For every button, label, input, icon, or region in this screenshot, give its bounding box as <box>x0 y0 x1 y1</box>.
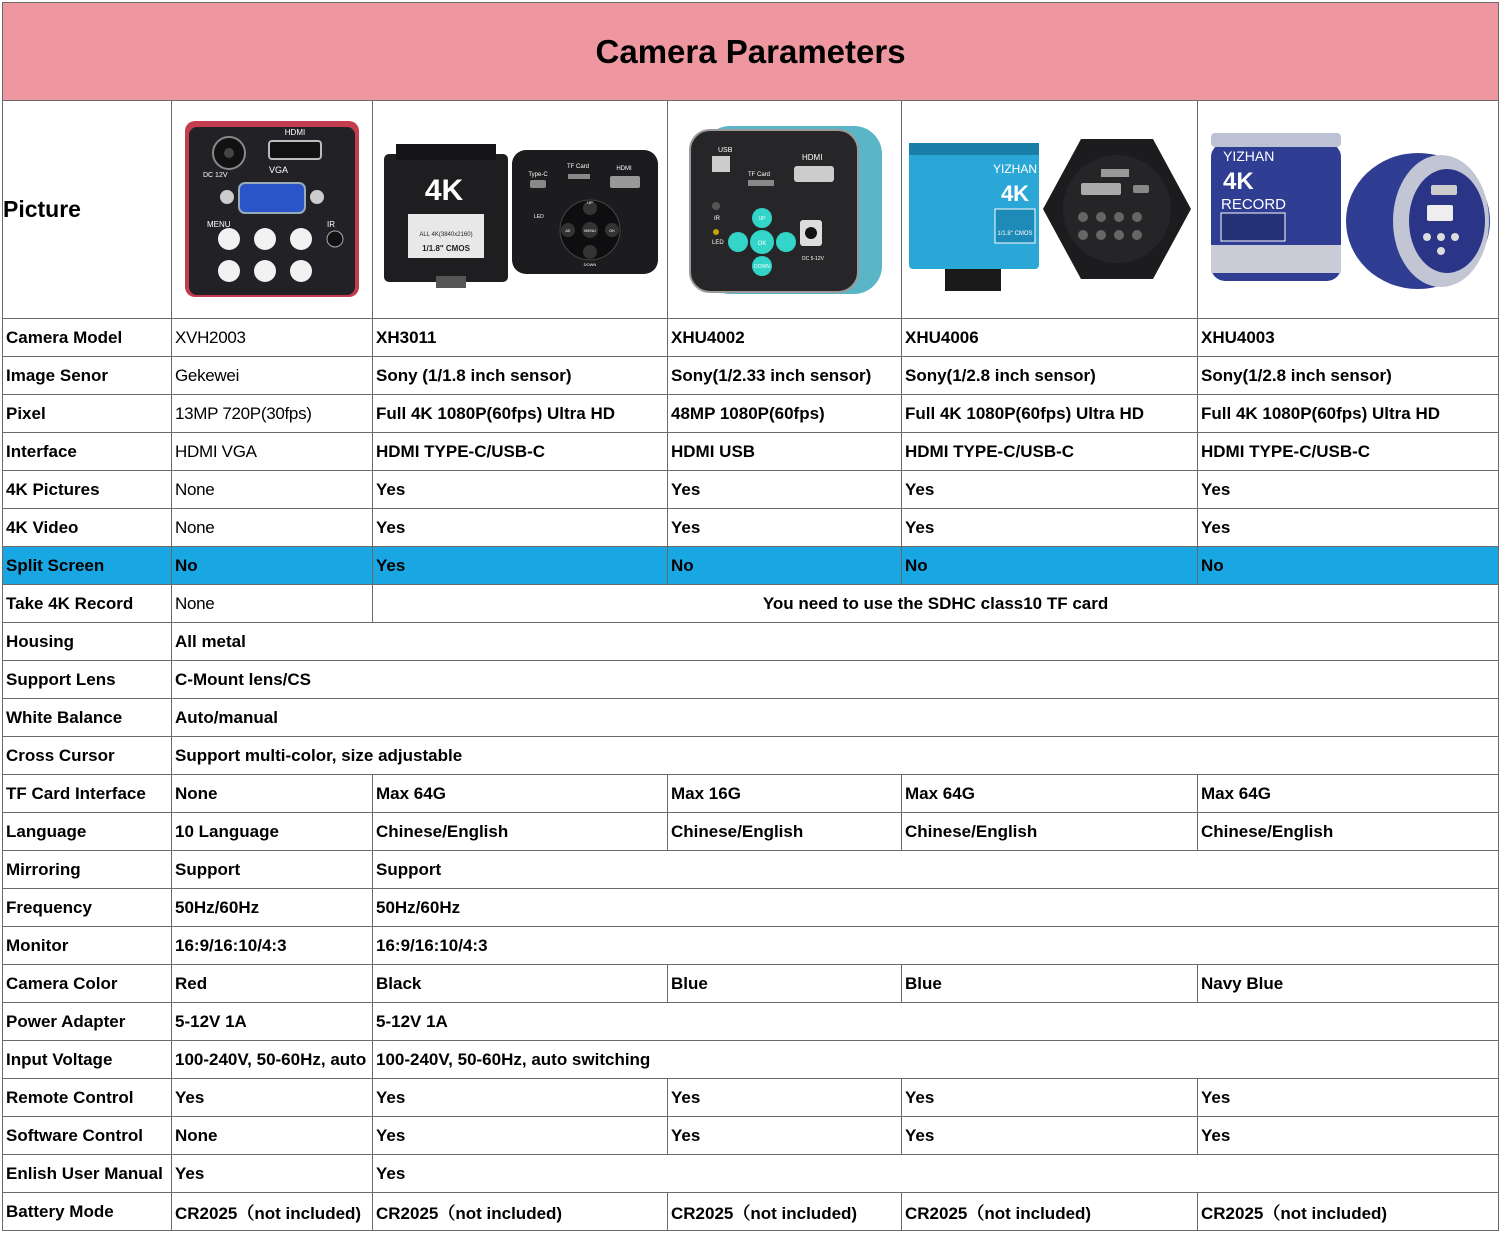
printed-brand: YIZHAN <box>992 161 1037 176</box>
cell-camera-model-2: XH3011 <box>373 319 668 357</box>
row-label-camera-color: Camera Color <box>3 965 172 1003</box>
cell-4k-pictures-1: None <box>172 471 373 509</box>
row-label-white-balance: White Balance <box>3 699 172 737</box>
cell-frequency-1: 50Hz/60Hz <box>172 889 373 927</box>
cell-interface-1: HDMI VGA <box>172 433 373 471</box>
cell-language-5: Chinese/English <box>1198 813 1499 851</box>
table-row <box>3 737 1499 775</box>
table-row <box>3 1155 1499 1193</box>
cell-remote-control-2: Yes <box>373 1079 668 1117</box>
printed-p3: HDMI <box>615 165 632 172</box>
picture-cell-xhu4003 <box>1198 101 1499 319</box>
row-label-remote-control: Remote Control <box>3 1079 172 1117</box>
cell-image-senor-1: Gekewei <box>172 357 373 395</box>
cell-take-4k-record-1: None <box>172 585 373 623</box>
table-row <box>3 471 1499 509</box>
camera-image-xhu4002 <box>682 120 887 300</box>
cell-split-screen-5: No <box>1198 547 1499 585</box>
cell-4k-pictures-2: Yes <box>373 471 668 509</box>
cell-housing-1: All metal <box>172 623 1499 661</box>
cell-camera-color-1: Red <box>172 965 373 1003</box>
cell-power-adapter-2: 5-12V 1A <box>373 1003 1499 1041</box>
cell-4k-pictures-5: Yes <box>1198 471 1499 509</box>
cell-image-senor-5: Sony(1/2.8 inch sensor) <box>1198 357 1499 395</box>
cell-interface-2: HDMI TYPE-C/USB-C <box>373 433 668 471</box>
cell-split-screen-2: Yes <box>373 547 668 585</box>
row-label-power-adapter: Power Adapter <box>3 1003 172 1041</box>
cell-4k-pictures-4: Yes <box>902 471 1198 509</box>
table-row <box>3 1193 1499 1231</box>
printed-b3: MENU <box>583 227 596 233</box>
table-title: Camera Parameters <box>3 3 1499 101</box>
picture-row <box>3 101 1499 319</box>
cell-remote-control-4: Yes <box>902 1079 1198 1117</box>
printed-up: UP <box>758 215 766 222</box>
cell-image-senor-2: Sony (1/1.8 inch sensor) <box>373 357 668 395</box>
printed-ir: IR <box>327 219 335 229</box>
printed-ir: IR <box>714 215 720 222</box>
cell-frequency-2: 50Hz/60Hz <box>373 889 1499 927</box>
camera-image-xhu4003 <box>1203 125 1493 295</box>
row-label-4k-pictures: 4K Pictures <box>3 471 172 509</box>
cell-camera-color-2: Black <box>373 965 668 1003</box>
cell-camera-color-3: Blue <box>668 965 902 1003</box>
cell-tf-card-interface-4: Max 64G <box>902 775 1198 813</box>
cell-camera-model-5: XHU4003 <box>1198 319 1499 357</box>
cell-software-control-5: Yes <box>1198 1117 1499 1155</box>
cell-image-senor-4: Sony(1/2.8 inch sensor) <box>902 357 1198 395</box>
printed-record: RECORD <box>1221 195 1287 213</box>
cell-monitor-2: 16:9/16:10/4:3 <box>373 927 1499 965</box>
cell-split-screen-1: No <box>172 547 373 585</box>
picture-cell-xh3011 <box>373 101 668 319</box>
row-label-input-voltage: Input Voltage <box>3 1041 172 1079</box>
cell-camera-color-4: Blue <box>902 965 1198 1003</box>
printed-dc: DC 5-12V <box>802 255 824 262</box>
cell-language-4: Chinese/English <box>902 813 1198 851</box>
cell-language-2: Chinese/English <box>373 813 668 851</box>
printed-down: DOWN <box>754 263 770 270</box>
printed-brand: YIZHAN <box>1223 147 1275 164</box>
table-row <box>3 1003 1499 1041</box>
printed-sensor: 1/1.8" CMOS <box>996 230 1033 237</box>
cell-mirroring-2: Support <box>373 851 1499 889</box>
cell-camera-model-4: XHU4006 <box>902 319 1198 357</box>
row-label-image-senor: Image Senor <box>3 357 172 395</box>
cell-pixel-1: 13MP 720P(30fps) <box>172 395 373 433</box>
printed-port2: VGA <box>269 164 289 175</box>
table-row <box>3 357 1499 395</box>
row-label-monitor: Monitor <box>3 927 172 965</box>
table-row <box>3 1117 1499 1155</box>
table-row <box>3 661 1499 699</box>
row-label-tf-card-interface: TF Card Interface <box>3 775 172 813</box>
cell-take-4k-record-2: You need to use the SDHC class10 TF card <box>373 585 1499 623</box>
cell-4k-video-5: Yes <box>1198 509 1499 547</box>
cell-pixel-5: Full 4K 1080P(60fps) Ultra HD <box>1198 395 1499 433</box>
cell-camera-model-1: XVH2003 <box>172 319 373 357</box>
cell-support-lens-1: C-Mount lens/CS <box>172 661 1499 699</box>
row-label-battery-mode: Battery Mode <box>3 1193 172 1231</box>
cell-software-control-1: None <box>172 1117 373 1155</box>
table-row <box>3 699 1499 737</box>
table-row <box>3 623 1499 661</box>
cell-power-adapter-1: 5-12V 1A <box>172 1003 373 1041</box>
picture-label: Picture <box>3 101 172 319</box>
printed-badge: 4K <box>424 173 463 207</box>
camera-image-xh3011 <box>378 130 663 290</box>
printed-line1: ALL 4K(3840x2160) <box>418 231 473 238</box>
cell-battery-mode-3: CR2025（not included) <box>668 1193 902 1231</box>
cell-interface-4: HDMI TYPE-C/USB-C <box>902 433 1198 471</box>
table-row <box>3 319 1499 357</box>
cell-battery-mode-5: CR2025（not included) <box>1198 1193 1499 1231</box>
spec-sheet <box>2 2 1498 1231</box>
table-row <box>3 965 1499 1003</box>
row-label-language: Language <box>3 813 172 851</box>
row-label-mirroring: Mirroring <box>3 851 172 889</box>
printed-p3: HDMI <box>802 152 823 162</box>
cell-cross-cursor-1: Support multi-color, size adjustable <box>172 737 1499 775</box>
row-label-support-lens: Support Lens <box>3 661 172 699</box>
cell-tf-card-interface-3: Max 16G <box>668 775 902 813</box>
cell-enlish-user-manual-2: Yes <box>373 1155 1499 1193</box>
cell-4k-video-1: None <box>172 509 373 547</box>
camera-image-xvh2003 <box>177 115 367 305</box>
cell-battery-mode-1: CR2025（not included) <box>172 1193 373 1231</box>
picture-cell-xhu4002 <box>668 101 902 319</box>
camera-parameters-table <box>2 2 1499 1231</box>
cell-battery-mode-4: CR2025（not included) <box>902 1193 1198 1231</box>
cell-camera-model-3: XHU4002 <box>668 319 902 357</box>
table-row <box>3 395 1499 433</box>
table-row <box>3 433 1499 471</box>
row-label-4k-video: 4K Video <box>3 509 172 547</box>
cell-split-screen-4: No <box>902 547 1198 585</box>
cell-pixel-2: Full 4K 1080P(60fps) Ultra HD <box>373 395 668 433</box>
cell-pixel-3: 48MP 1080P(60fps) <box>668 395 902 433</box>
cell-tf-card-interface-1: None <box>172 775 373 813</box>
cell-software-control-3: Yes <box>668 1117 902 1155</box>
row-label-interface: Interface <box>3 433 172 471</box>
cell-enlish-user-manual-1: Yes <box>172 1155 373 1193</box>
printed-p1: Type-C <box>527 171 548 178</box>
row-label-take-4k-record: Take 4K Record <box>3 585 172 623</box>
printed-led: LED <box>533 213 544 220</box>
printed-led: LED <box>712 239 724 246</box>
printed-port1: HDMI <box>284 127 306 137</box>
printed-ok: OK <box>757 240 767 247</box>
cell-split-screen-3: No <box>668 547 902 585</box>
printed-b5: DOWN <box>583 261 596 267</box>
cell-pixel-4: Full 4K 1080P(60fps) Ultra HD <box>902 395 1198 433</box>
cell-battery-mode-2: CR2025（not included) <box>373 1193 668 1231</box>
row-label-enlish-user-manual: Enlish User Manual <box>3 1155 172 1193</box>
cell-interface-3: HDMI USB <box>668 433 902 471</box>
table-row <box>3 1079 1499 1117</box>
camera-image-xhu4006 <box>905 125 1195 295</box>
printed-line2: 1/1.8" CMOS <box>421 243 470 253</box>
printed-p2: TF Card <box>566 163 589 170</box>
printed-badge: 4K <box>1223 167 1254 195</box>
row-label-frequency: Frequency <box>3 889 172 927</box>
cell-image-senor-3: Sony(1/2.33 inch sensor) <box>668 357 902 395</box>
table-row <box>3 1041 1499 1079</box>
printed-b2: AE <box>564 227 571 233</box>
row-label-split-screen: Split Screen <box>3 547 172 585</box>
table-row <box>3 813 1499 851</box>
cell-camera-color-5: Navy Blue <box>1198 965 1499 1003</box>
cell-software-control-2: Yes <box>373 1117 668 1155</box>
cell-software-control-4: Yes <box>902 1117 1198 1155</box>
printed-b4: OK <box>608 227 615 233</box>
cell-input-voltage-1: 100-240V, 50-60Hz, auto <box>172 1041 373 1079</box>
cell-input-voltage-2: 100-240V, 50-60Hz, auto switching <box>373 1041 1499 1079</box>
table-row <box>3 889 1499 927</box>
printed-p2: TF Card <box>748 171 771 178</box>
cell-remote-control-5: Yes <box>1198 1079 1499 1117</box>
cell-4k-video-4: Yes <box>902 509 1198 547</box>
picture-cell-xvh2003 <box>172 101 373 319</box>
table-row <box>3 775 1499 813</box>
printed-b1: UP <box>586 199 593 205</box>
cell-remote-control-3: Yes <box>668 1079 902 1117</box>
printed-p1: USB <box>718 146 733 154</box>
cell-language-3: Chinese/English <box>668 813 902 851</box>
cell-language-1: 10 Language <box>172 813 373 851</box>
printed-menu: MENU <box>207 219 231 229</box>
cell-4k-video-2: Yes <box>373 509 668 547</box>
printed-badge: 4K <box>1000 180 1029 206</box>
table-row <box>3 927 1499 965</box>
picture-cell-xhu4006 <box>902 101 1198 319</box>
cell-4k-video-3: Yes <box>668 509 902 547</box>
row-label-housing: Housing <box>3 623 172 661</box>
table-row <box>3 851 1499 889</box>
cell-interface-5: HDMI TYPE-C/USB-C <box>1198 433 1499 471</box>
table-row <box>3 509 1499 547</box>
row-label-pixel: Pixel <box>3 395 172 433</box>
cell-remote-control-1: Yes <box>172 1079 373 1117</box>
row-label-camera-model: Camera Model <box>3 319 172 357</box>
table-row <box>3 585 1499 623</box>
cell-mirroring-1: Support <box>172 851 373 889</box>
cell-white-balance-1: Auto/manual <box>172 699 1499 737</box>
cell-monitor-1: 16:9/16:10/4:3 <box>172 927 373 965</box>
cell-4k-pictures-3: Yes <box>668 471 902 509</box>
cell-tf-card-interface-5: Max 64G <box>1198 775 1499 813</box>
row-label-software-control: Software Control <box>3 1117 172 1155</box>
row-label-cross-cursor: Cross Cursor <box>3 737 172 775</box>
printed-power: DC 12V <box>203 171 228 179</box>
cell-tf-card-interface-2: Max 64G <box>373 775 668 813</box>
table-row <box>3 547 1499 585</box>
